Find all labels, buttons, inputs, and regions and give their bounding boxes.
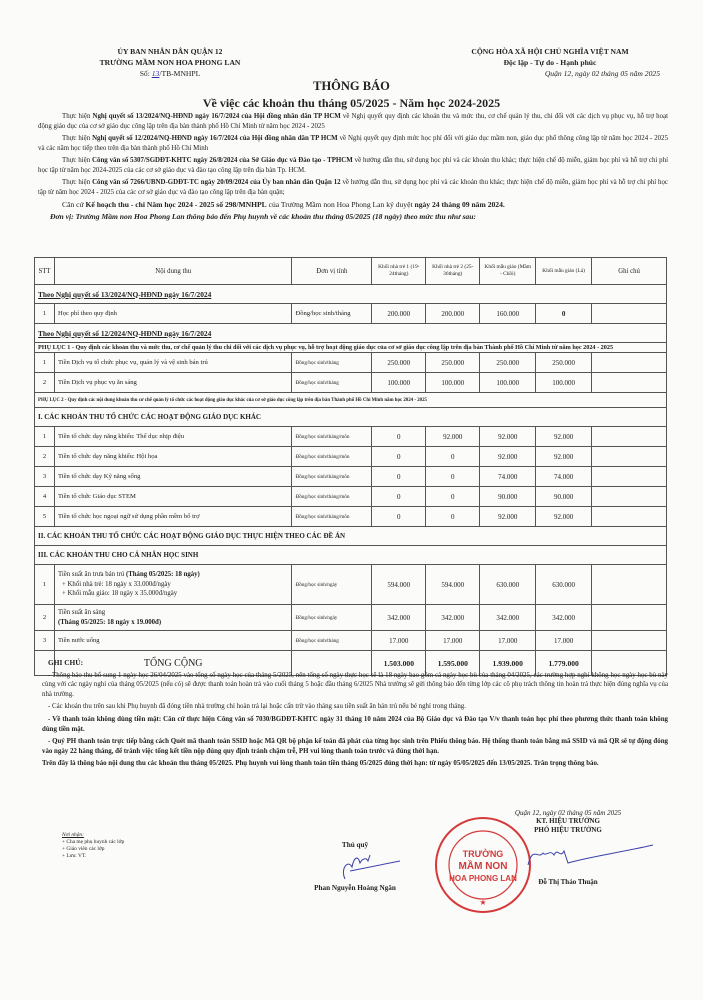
document-number: Số: 13/TB-MNHPL [139,69,201,78]
basis-paragraph: Thực hiện Nghị quyết số 12/2024/NQ-HĐND ngày 16/7/2024 của Hội đồng nhân dân TP HCM về Nghị quyết quy định mức học phí đối với giáo dục mầm non, giáo dục phổ thông công lập từ năm học 2024 - 2025 và các năm học tiếp theo trên địa bàn thành phố Hồ Chí Minh [38,134,669,152]
note-item: - Quý PH thanh toán trực tiếp bằng cách Quét mã thanh toán SSID hoặc Mã QR bộ phận kế toán đã phát của từng học sinh trên Phiếu thông báo. Hệ thống thanh toán bằng mã SSID và mã QR sẽ tự động đóng vào ngày 22 hàng tháng, để tránh việc tổng kết tiền nộp đúng quy định tránh chậm trễ, PH vui lòng thanh toán trước và đúng thời hạn. [42,738,668,755]
principal-role: KT. HIỆU TRƯỞNG [536,817,600,825]
part-heading-row: II. CÁC KHOẢN THU TỔ CHỨC CÁC HOẠT ĐỘNG GIÁO DỤC THỰC HIỆN THEO CÁC ĐỀ ÁN [35,527,667,546]
svg-text:MẦM NON: MẦM NON [458,861,508,872]
authority-name: ỦY BAN NHÂN DÂN QUẬN 12 [117,47,223,56]
note-item: - Về thanh toán không dùng tiền mặt: Căn cứ thực hiện Công văn số 7030/BGDĐT-KHTC ngày 31 tháng 10 năm 2024 của Bộ Giáo dục và Đào tạo V/v thanh toán học phí theo phương thức thanh toán không dùng tiền mặt. [42,715,668,733]
table-row: 1 Tiền Dịch vụ tổ chức phục vụ, quản lý và vệ sinh bán trú Đồng/học sinh/tháng 250.000 250.000 250.000 250.000 [35,353,667,373]
table-row: 4 Tiền tổ chức Giáo dục STEM Đồng/học sinh/tháng/môn 0 0 90.000 90.000 [35,487,667,507]
basis-paragraph: Thực hiện Công văn số 5307/SGDĐT-KHTC ngày 26/8/2024 của Sở Giáo dục và Đào tạo - TPHCM về hướng dẫn thu, sử dụng học phí và các khoản thu khác; thực hiện chế độ miễn, giảm học phí và hỗ trợ chi phí học tập từ năm học 2024-2025 của các cơ sở giáo dục và đào tạo công lập trên địa bàn Tp. HCM. [38,156,668,174]
table-row: 2 Tiền tổ chức dạy năng khiếu: Hội họa Đồng/học sinh/tháng/môn 0 0 92.000 92.000 [35,447,667,467]
table-row: 2 Tiền Dịch vụ phục vụ ăn sáng Đồng/học sinh/tháng 100.000 100.000 100.000 100.000 [35,373,667,393]
national-motto: Độc lập - Tự do - Hạnh phúc [503,58,597,67]
table-row: 3 Tiền nước uống Đồng/học sinh/tháng 17.000 17.000 17.000 17.000 [35,631,667,651]
section-row: Theo Nghị quyết số 13/2024/NQ-HĐND ngày 16/7/2024 [35,285,667,304]
col-header: Đơn vị tính [292,258,372,285]
legal-basis [38,112,668,225]
col-header: Khối mẫu giáo (Mầm - Chồi) [480,258,536,285]
treasurer-signature-block [300,841,410,892]
table-row: 1 Học phí theo quy định Đồng/học sinh/tháng 200.000 200.000 160.000 0 [35,304,667,324]
handwritten-number: 13 [151,69,160,78]
issue-date: Quận 12, ngày 02 tháng 05 năm 2025 [544,69,660,78]
issuer-header [60,46,280,79]
table-row: 3 Tiền tổ chức dạy Kỹ năng sống Đồng/học sinh/tháng/môn 0 0 74.000 74.000 [35,467,667,487]
school-name: TRƯỜNG MẦM NON HOA PHONG LAN [99,58,241,67]
notes-heading: GHI CHÚ: [48,658,84,667]
signature-icon [478,835,658,878]
treasurer-title: Thủ quỹ [341,841,369,849]
basis-paragraph: Thực hiện Công văn số 7266/UBND-GDĐT-TC ngày 20/09/2024 của Ủy ban nhân dân Quận 12 về hướng dẫn thu, sử dụng học phí và các khoản thu khác; thực hiện chế độ miễn, giảm học phí và hỗ trợ chi phí học tập từ năm học 2024 - 2025 của các cơ sở giáo dục và đào tạo công lập trên địa bàn quận; [38,178,668,196]
note-item: - Các khoản thu trên sau khi Phụ huynh đã đóng tiền nhà trường chỉ hoàn trả lại hoặc cấn trừ vào tháng sau tiền suất ăn bán trú nếu bé nghỉ trong tháng. [48,703,466,711]
col-header: Nội dung thu [54,258,291,285]
col-header: STT [35,258,55,285]
col-header: Ghi chú [592,258,667,285]
svg-text:★: ★ [479,898,487,907]
note-item: - Thông báo thu bổ sung 1 ngày học 26/04/2025 vào tổng số ngày học của tháng 5/2025, nên tổng số ngày thực học sẽ là 18 ngày bao gồm cả ngày học bù của tháng 04/2025, các trường hợp nghỉ không học ngày học bù này cùng với các ngày nghỉ của tháng 05/2025 (nếu có) sẽ được thanh toán hoàn trả vào cuối tháng 5 hoặc đầu tháng 6/2025 Nhà trường sẽ gửi thông báo đến từng lớp các cô phụ trách thông tin hoàn trả thực hiện đúng nghĩa vụ của nhà trường. [42,671,668,698]
closing-statement: Trên đây là thông báo nội dung thu các khoản thu tháng 05/2025. Phụ huynh vui lòng thanh toán tiền tháng 05/2025 đúng thời hạn: từ ngày 05/05/2025 đến 13/05/2025. Trân trọng thông báo. [42,760,599,768]
section-row: Theo Nghị quyết số 12/2024/NQ-HĐND ngày 16/7/2024 [35,324,667,343]
signing-date: Quận 12, ngày 02 tháng 05 năm 2025 [514,809,622,817]
table-row: 2 Tiền suất ăn sáng (Tháng 05/2025: 18 ngày x 19.000đ) Đồng/học sinh/ngày 342.000 342.000 342.000 342.000 [35,605,667,631]
national-header [440,46,660,79]
appendix-row: PHỤ LỤC 1 - Quy định các khoản thu và mức thu, cơ chế quản lý thu chi đối với các dịch vụ phục vụ, hỗ trợ hoạt động giáo dục của cơ sở giáo dục công lập trên địa bàn Thành phố Hồ Chí Minh từ năm học 2024 - 2025 [35,343,667,353]
svg-text:HOA PHONG LAN: HOA PHONG LAN [449,874,517,883]
part-heading-row: I. CÁC KHOẢN THU TỔ CHỨC CÁC HOẠT ĐỘNG GIÁO DỤC KHÁC [35,408,667,427]
svg-text:TRƯỜNG: TRƯỜNG [462,849,504,859]
document-subtitle: Về việc các khoản thu tháng 05/2025 - Năm học 2024-2025 [202,96,501,110]
principal-name: Đỗ Thị Thảo Thuận [538,878,598,886]
table-row: 1 Tiền suất ăn trưa bán trú (Tháng 05/2025: 18 ngày) + Khối nhà trẻ: 18 ngày x 33.000đ/ngày + Khối mẫu giáo: 18 ngày x 35.000đ/ngày Đồng/học sinh/ngày 594.000 594.000 630.000 630.000 [35,565,667,605]
fee-table [34,257,667,676]
basis-paragraph: Căn cứ Kế hoạch thu - chi Năm học 2024 - 2025 số 298/MNHPL của Trường Mầm non Hoa Phong Lan ký duyệt ngày 24 tháng 09 năm 2024. [62,199,505,209]
appendix-row: PHỤ LỤC 2 - Quy định các nội dung khoản thu cơ chế quản lý tổ chức các hoạt động giáo dục khác của cơ sở giáo dục công lập trên địa bàn Thành phố Hồ Chí Minh năm học 2024 - 2025 [35,393,667,408]
notes-section [42,658,668,772]
signature-icon [300,849,410,884]
col-header: Khối mẫu giáo (Lá) [536,258,592,285]
table-header-row [35,258,667,285]
basis-paragraph: Thực hiện Nghị quyết số 13/2024/NQ-HĐND ngày 16/7/2024 của Hội đồng nhân dân TP HCM về Nghị quyết quy định các khoản thu và mức thu, cơ chế quản lý thu, chi đối với các dịch vụ phục vụ, hỗ trợ hoạt động giáo dục của cơ sở giáo dục công lập trên địa bàn thành phố Hồ Chí Minh từ năm học 2024 - 2025 [38,113,669,130]
principal-signature-block [478,809,658,886]
recipients-list: Nơi nhận: + Cha mẹ phụ huynh các lớp + Giáo viên các lớp + Lưu: VT. [62,832,125,859]
unit-statement: Đơn vị: Trường Mầm non Hoa Phong Lan thông báo đến Phụ huynh về các khoản thu tháng 05/2025 (18 ngày) theo mức thu như sau: [50,212,476,222]
part-heading-row: III. CÁC KHOẢN THU CHO CÁ NHÂN HỌC SINH [35,546,667,565]
total-row: TỔNG CỘNG 1.503.000 1.595.000 1.939.000 1.779.000 [35,651,667,676]
col-header: Khối nhà trẻ 1 (19-24tháng) [372,258,426,285]
table-row: 1 Tiền tổ chức dạy năng khiếu: Thể dục nhịp điệu Đồng/học sinh/tháng/môn 0 92.000 92.000 92.000 [35,427,667,447]
vice-principal-role: PHÓ HIỆU TRƯỞNG [534,826,602,834]
treasurer-name: Phan Nguyễn Hoàng Ngân [314,884,396,892]
country-name: CỘNG HÒA XÃ HỘI CHỦ NGHĨA VIỆT NAM [471,47,629,56]
col-header: Khối nhà trẻ 2 (25-36tháng) [426,258,480,285]
document-title: THÔNG BÁO [313,79,390,93]
table-row: 5 Tiền tổ chức học ngoại ngữ sử dụng phần mềm bổ trợ Đồng/học sinh/tháng/môn 0 0 92.000 92.000 [35,507,667,527]
